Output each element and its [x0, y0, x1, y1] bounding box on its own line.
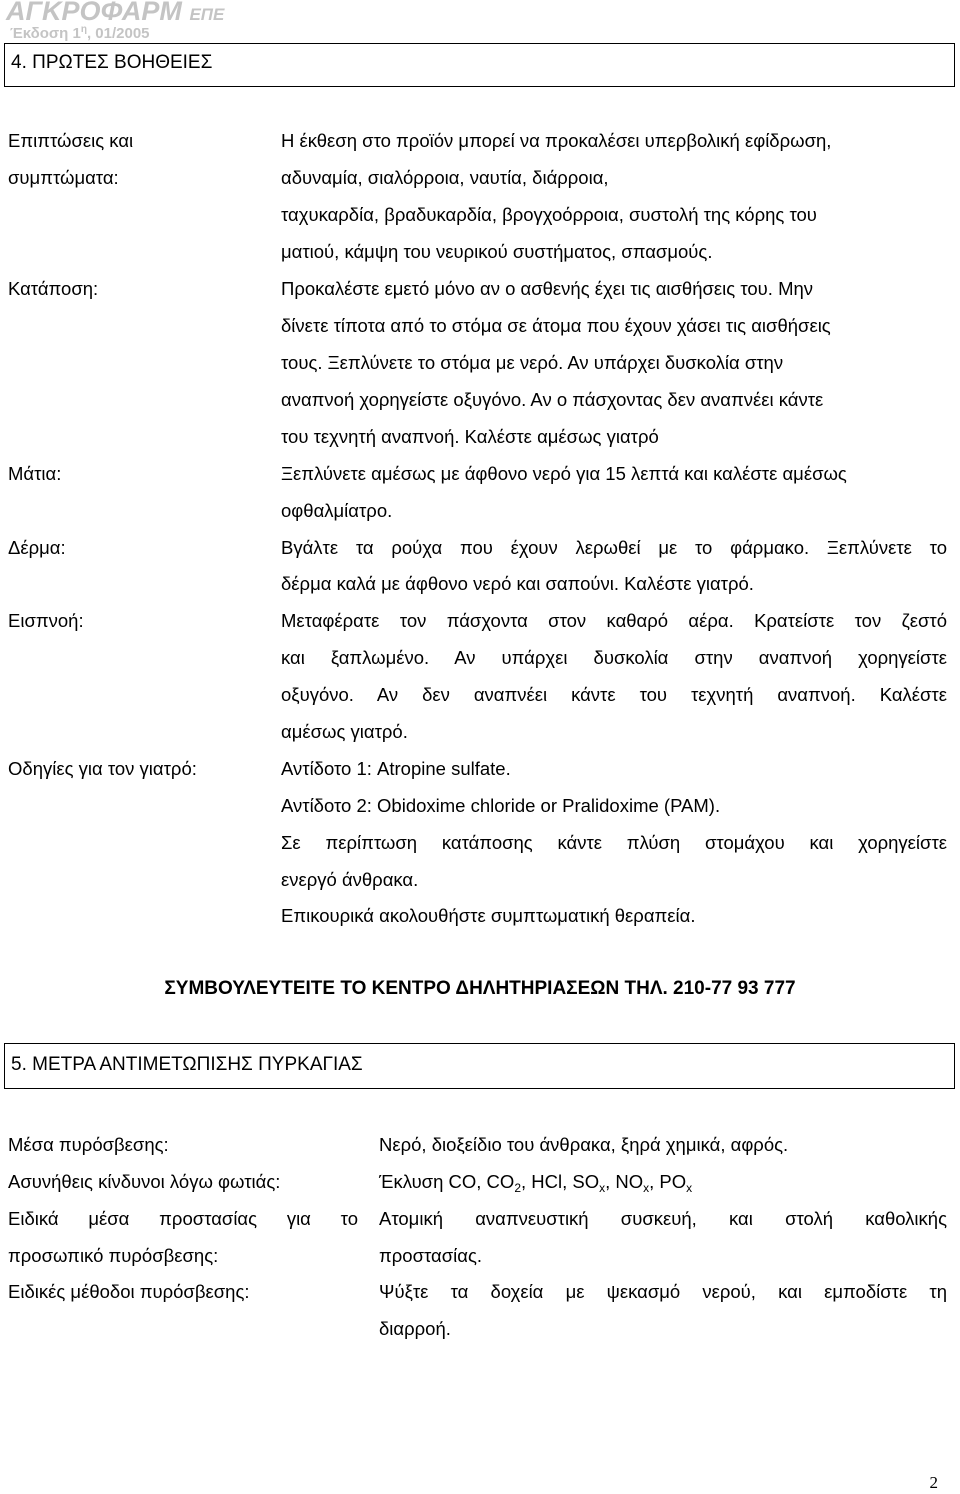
- first-aid-line: του τεχνητή αναπνοή. Καλέστε αμέσως γιατρό: [281, 426, 659, 447]
- hazards-sub: x: [643, 1181, 650, 1195]
- poison-centre-notice: ΣΥΜΒΟΥΛΕΥΤΕΙΤΕ ΤΟ ΚΕΝΤΡΟ ΔΗΛΗΤΗΡΙΑΣΕΩΝ ΤΗΛ. 210-77 93 777: [164, 978, 796, 999]
- value-fire-hazards: [379, 1171, 947, 1193]
- first-aid-line: δέρμα καλά με άφθονο νερό και σαπούνι. Καλέστε γιατρό.: [281, 573, 754, 594]
- section-5-title: 5. ΜΕΤΡΑ ΑΝΤΙΜΕΤΩΠΙΣΗΣ ΠΥΡΚΑΓΙΑΣ: [11, 1054, 363, 1075]
- label-ingestion: Κατάποση:: [8, 278, 99, 299]
- label-methods: Ειδικές μέθοδοι πυρόσβεσης:: [8, 1281, 250, 1302]
- first-aid-line: Αντίδοτο 1: Atropine sulfate.: [281, 758, 511, 779]
- label-fire-hazards: Ασυνήθεις κίνδυνοι λόγω φωτιάς:: [8, 1171, 281, 1192]
- first-aid-line: Προκαλέστε εμετό μόνο αν ο ασθενής έχει τις αισθήσεις του. Μην: [281, 278, 814, 299]
- first-aid-line: οξυγόνο. Αν δεν αναπνέει κάντε του τεχνητή αναπνοή. Καλέστε: [281, 684, 947, 705]
- first-aid-line: ματιού, κάμψη του νευρικού συστήματος, σπασμούς.: [281, 241, 713, 262]
- first-aid-line: αδυναμία, σιαλόρροια, ναυτία, διάρροια,: [281, 167, 609, 188]
- edition-suffix: , 01/2005: [86, 25, 150, 42]
- first-aid-line: Βγάλτε τα ρούχα που έχουν λερωθεί με το φάρμακο. Ξεπλύνετε το: [281, 537, 947, 558]
- company-name: [6, 0, 224, 27]
- label-protection-2: προσωπικό πυρόσβεσης:: [8, 1245, 219, 1266]
- label-exposure-2: συμπτώματα:: [8, 167, 119, 188]
- first-aid-line: οφθαλμίατρο.: [281, 500, 393, 521]
- edition-sup: η: [80, 24, 87, 35]
- value-protection-1: Ατομική αναπνευστική συσκευή, και στολή καθολικής: [379, 1208, 947, 1229]
- label-doctor: Οδηγίες για τον γιατρό:: [8, 758, 197, 779]
- hazards-text: , PO: [649, 1171, 687, 1192]
- first-aid-line: Η έκθεση στο προϊόν μπορεί να προκαλέσει υπερβολική εφίδρωση,: [281, 130, 832, 151]
- first-aid-line: Επικουρικά ακολουθήστε συμπτωματική θεραπεία.: [281, 905, 696, 926]
- label-protection-1: Ειδικά μέσα προστασίας για το: [8, 1208, 358, 1229]
- first-aid-line: αμέσως γιατρό.: [281, 721, 408, 742]
- first-aid-line: και ξαπλωμένο. Αν υπάρχει δυσκολία στην αναπνοή χορηγείστε: [281, 647, 947, 668]
- page-number: 2: [929, 1473, 938, 1492]
- first-aid-line: ταχυκαρδία, βραδυκαρδία, βρογχοόρροια, συστολή της κόρης του: [281, 204, 817, 225]
- value-methods-2: διαρροή.: [379, 1318, 451, 1339]
- label-inhalation: Εισπνοή:: [8, 610, 84, 631]
- hazards-text: , HCl, SO: [521, 1171, 600, 1192]
- first-aid-line: Μεταφέρατε τον πάσχοντα στον καθαρό αέρα. Κρατείστε τον ζεστό: [281, 610, 947, 631]
- first-aid-line: αναπνοή χορηγείστε οξυγόνο. Αν ο πάσχοντας δεν αναπνέει κάντε: [281, 389, 824, 410]
- company-suffix: ΕΠΕ: [189, 5, 225, 24]
- label-eyes: Μάτια:: [8, 463, 62, 484]
- edition-prefix: Έκδοση 1: [10, 25, 81, 42]
- value-methods-1: Ψύξτε τα δοχεία με ψεκασμό νερού, και εμποδίστε τη: [379, 1281, 947, 1302]
- first-aid-line: Αντίδοτο 2: Obidoxime chloride or Pralidoxime (PAM).: [281, 795, 721, 816]
- label-skin: Δέρμα:: [8, 537, 66, 558]
- first-aid-line: τους. Ξεπλύνετε το στόμα με νερό. Αν υπάρχει δυσκολία στην: [281, 352, 784, 373]
- hazards-sub: x: [599, 1181, 606, 1195]
- section-5-header: [4, 1043, 955, 1089]
- hazards-text: , NO: [605, 1171, 644, 1192]
- edition-info: [10, 24, 150, 42]
- company-name-text: ΑΓΚΡΟΦΑΡΜ: [6, 0, 182, 26]
- value-extinguishing-media: Νερό, διοξείδιο του άνθρακα, ξηρά χημικά, αφρός.: [379, 1134, 789, 1155]
- first-aid-line: Ξεπλύνετε αμέσως με άφθονο νερό για 15 λεπτά και καλέστε αμέσως: [281, 463, 847, 484]
- hazards-sub: 2: [514, 1181, 521, 1195]
- section-4-title: 4. ΠΡΩΤΕΣ ΒΟΗΘΕΙΕΣ: [11, 52, 213, 73]
- value-protection-2: προστασίας.: [379, 1245, 483, 1266]
- first-aid-line: δίνετε τίποτα από το στόμα σε άτομα που έχουν χάσει τις αισθήσεις: [281, 315, 831, 336]
- label-extinguishing-media: Μέσα πυρόσβεσης:: [8, 1134, 169, 1155]
- hazards-sub: x: [686, 1181, 693, 1195]
- hazards-text: Έκλυση CO, CO: [379, 1171, 515, 1192]
- first-aid-line: ενεργό άνθρακα.: [281, 869, 419, 890]
- first-aid-line: Σε περίπτωση κατάποσης κάντε πλύση στομάχου και χορηγείστε: [281, 832, 947, 853]
- section-4-header: [4, 43, 955, 87]
- label-exposure-1: Επιπτώσεις και: [8, 130, 134, 151]
